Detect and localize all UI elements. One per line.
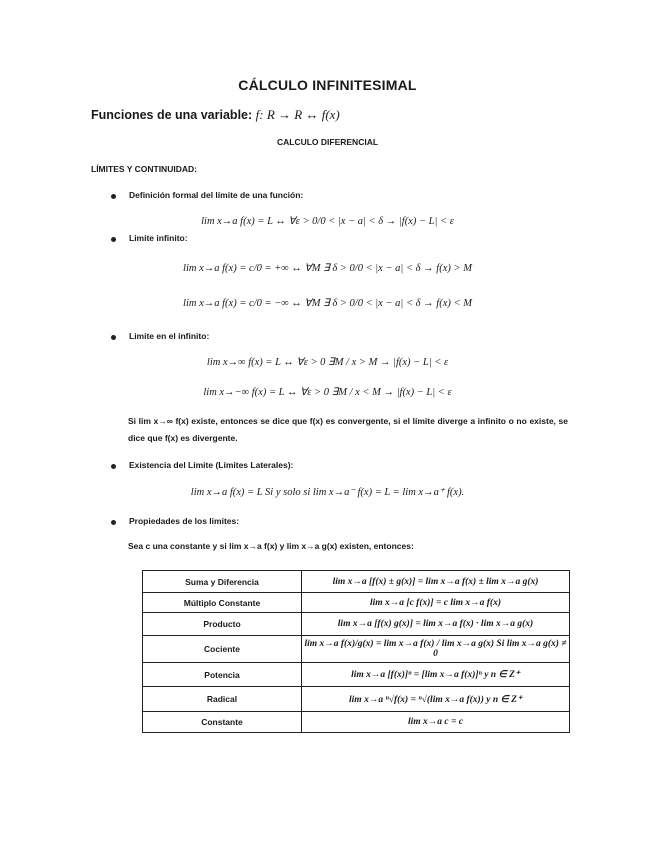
property-expression: lim x→a [f(x) ± g(x)] = lim x→a f(x) ± lim x→a g(x) bbox=[302, 571, 570, 593]
bullet-label-limit-at-infinity: Limite en el infinito: bbox=[129, 331, 210, 341]
bullet-dot bbox=[111, 194, 116, 199]
property-expression: lim x→a [f(x)]ⁿ = [lim x→a f(x)]ⁿ y n ∈ Z⁺ bbox=[302, 663, 570, 687]
bullet-label-properties: Propiedades de los limites: bbox=[129, 516, 240, 526]
convergence-note: Si lim x→∞ f(x) existe, entonces se dice que f(x) es convergente, si el límite diverge a infinito o no existe, se dice que f(x) es divergente. bbox=[128, 416, 568, 443]
page-title: CÁLCULO INFINITESIMAL bbox=[238, 77, 417, 93]
table-row bbox=[143, 613, 570, 636]
properties-intro: Sea c una constante y si lim x→a f(x) y lim x→a g(x) existen, entonces: bbox=[128, 541, 414, 551]
property-name: Producto bbox=[143, 613, 302, 636]
table-row bbox=[143, 687, 570, 712]
formula-infinite-limit-positive: lim x→a f(x) = c/0 = +∞ ↔ ∀M ∃ δ > 0/0 < |x − a| < δ → f(x) > M bbox=[183, 263, 472, 274]
property-expression: lim x→a ⁿ√f(x) = ⁿ√(lim x→a f(x)) y n ∈ Z⁺ bbox=[302, 687, 570, 712]
bullet-dot bbox=[111, 464, 116, 469]
subtitle-expression: f: R → R ↔ f(x) bbox=[255, 107, 340, 122]
bullet-label-lateral-limits: Existencia del Límite (Límites Laterales): bbox=[129, 460, 294, 470]
table-row bbox=[143, 712, 570, 733]
properties-table bbox=[142, 570, 570, 733]
subtitle-label: Funciones de una variable: bbox=[91, 108, 253, 122]
property-name: Múltiplo Constante bbox=[143, 593, 302, 613]
formula-limit-definition: lim x→a f(x) = L ↔ ∀ε > 0/0 < |x − a| < δ → |f(x) − L| < ε bbox=[201, 216, 454, 227]
property-expression: lim x→a f(x)/g(x) = lim x→a f(x) / lim x→a g(x) Si lim x→a g(x) ≠ 0 bbox=[302, 636, 570, 663]
bullet-dot bbox=[111, 237, 116, 242]
property-name: Suma y Diferencia bbox=[143, 571, 302, 593]
property-expression: lim x→a [f(x) g(x)] = lim x→a f(x) · lim x→a g(x) bbox=[302, 613, 570, 636]
table-row bbox=[143, 593, 570, 613]
property-expression: lim x→a c = c bbox=[302, 712, 570, 733]
property-name: Constante bbox=[143, 712, 302, 733]
property-name: Radical bbox=[143, 687, 302, 712]
property-name: Potencia bbox=[143, 663, 302, 687]
property-expression: lim x→a [c f(x)] = c lim x→a f(x) bbox=[302, 593, 570, 613]
section-heading: CALCULO DIFERENCIAL bbox=[276, 137, 379, 147]
formula-infinite-limit-negative: lim x→a f(x) = c/0 = −∞ ↔ ∀M ∃ δ > 0/0 < |x − a| < δ → f(x) < M bbox=[183, 298, 472, 309]
bullet-dot bbox=[111, 520, 116, 525]
formula-lateral-limits: lim x→a f(x) = L Si y solo si lim x→a⁻ f(x) = L = lim x→a⁺ f(x). bbox=[190, 487, 465, 498]
bullet-dot bbox=[111, 335, 116, 340]
bullet-label-infinite-limit: Limite infinito: bbox=[129, 233, 188, 243]
formula-limit-at-positive-infinity: lim x→∞ f(x) = L ↔ ∀ε > 0 ∃M / x > M → |f(x) − L| < ε bbox=[206, 357, 449, 368]
property-name: Cociente bbox=[143, 636, 302, 663]
formula-limit-at-negative-infinity: lim x→−∞ f(x) = L ↔ ∀ε > 0 ∃M / x < M → |f(x) − L| < ε bbox=[203, 387, 452, 398]
bullet-label-definition: Definición formal del límite de una función: bbox=[129, 190, 304, 200]
table-row bbox=[143, 636, 570, 663]
topic-heading: LÍMITES Y CONTINUIDAD: bbox=[91, 164, 197, 174]
subtitle bbox=[91, 107, 340, 123]
table-row bbox=[143, 571, 570, 593]
table-row bbox=[143, 663, 570, 687]
